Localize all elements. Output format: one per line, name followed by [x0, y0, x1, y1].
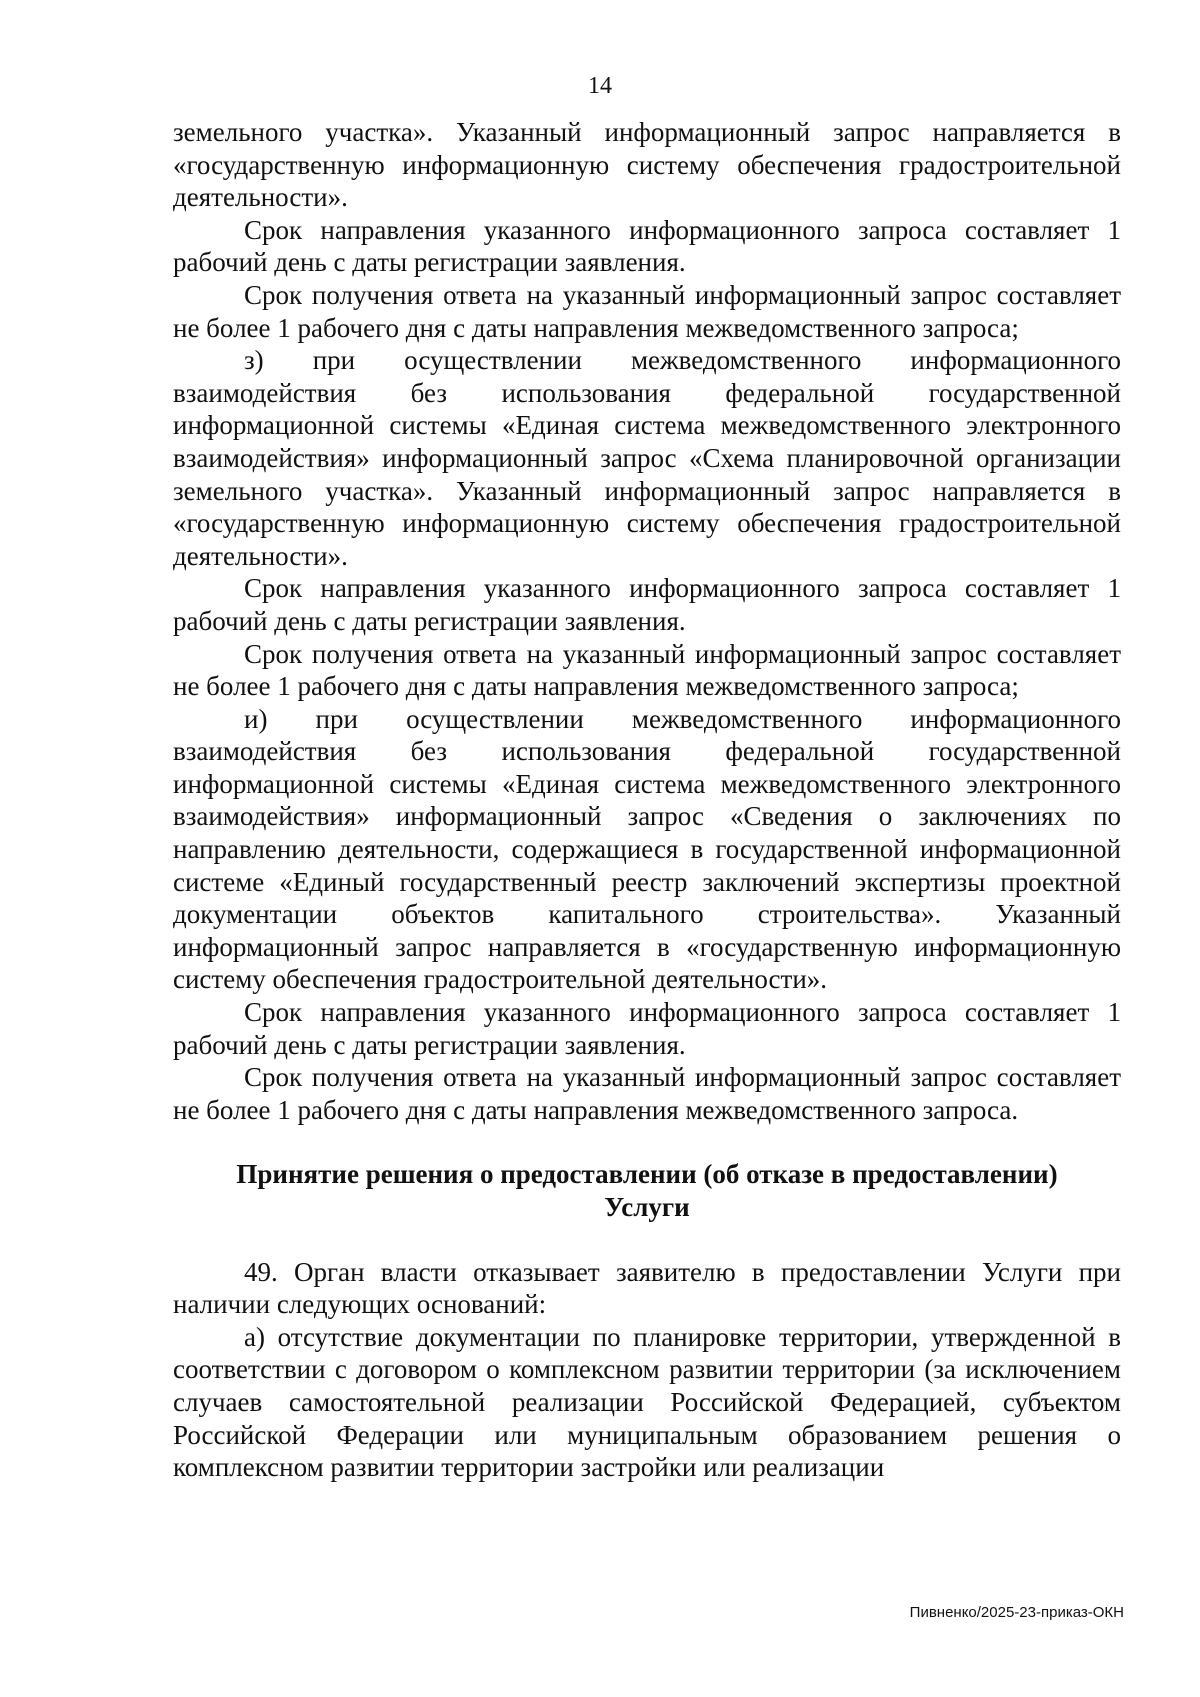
paragraph: Срок направления указанного информационного запроса составляет 1 рабочий день с даты регистрации заявления.: [173, 573, 1121, 636]
paragraph: земельного участка». Указанный информационный запрос направляется в «государственную информационную систему обеспечения градостроительной деятельности».: [173, 117, 1121, 213]
document-body: [173, 116, 1121, 1484]
section-heading-line: Услуги: [604, 1192, 690, 1222]
page-number: 14: [588, 73, 612, 99]
paragraph: а) отсутствие документации по планировке территории, утвержденной в соответствии с договором о комплексном развитии территории (за исключением случаев самостоятельной реализации Российской Федерацией, субъектом Российской Федерации или муниципальным образованием решения о комплексном развитии территории застройки или реализации: [173, 1321, 1121, 1483]
paragraph: Срок получения ответа на указанный информационный запрос составляет не более 1 рабочего дня с даты направления межведомственного запроса;: [173, 638, 1121, 702]
paragraph: 49. Орган власти отказывает заявителю в предоставлении Услуги при наличии следующих оснований:: [173, 1256, 1121, 1320]
paragraph: Срок получения ответа на указанный информационный запрос составляет не более 1 рабочего дня с даты направления межведомственного запроса.: [173, 1062, 1121, 1125]
paragraph: Срок направления указанного информационного запроса составляет 1 рабочий день с даты регистрации заявления.: [173, 214, 1121, 278]
paragraph: з) при осуществлении межведомственного информационного взаимодействия без использования федеральной государственной информационной системы «Единая система межведомственного электронного взаимодействия» информационный запрос «Схема планировочной организации земельного участка». Указанный информационный запрос направляется в «государственную информационную систему обеспечения градостроительной деятельности».: [173, 345, 1121, 571]
section-heading: [173, 1158, 1121, 1223]
paragraphs-bottom: [173, 1256, 1121, 1484]
paragraph: и) при осуществлении межведомственного информационного взаимодействия без использования федеральной государственной информационной системы «Единая система межведомственного электронного взаимодействия» информационный запрос «Сведения о заключениях по направлению деятельности, содержащиеся в государственной информационной системе «Единый государственный реестр заключений экспертизы проектной документации объектов капитального строительства». Указанный информационный запрос направляется в «государственную информационную систему обеспечения градостроительной деятельности».: [173, 703, 1121, 995]
paragraph: Срок направления указанного информационного запроса составляет 1 рабочий день с даты регистрации заявления.: [173, 997, 1121, 1060]
paragraphs-top: [173, 116, 1121, 1126]
paragraph: Срок получения ответа на указанный информационный запрос составляет не более 1 рабочего дня с даты направления межведомственного запроса;: [173, 279, 1121, 343]
section-heading-line: Принятие решения о предоставлении (об отказе в предоставлении): [236, 1159, 1058, 1190]
document-code: Пивненко/2025-23-приказ-ОКН: [909, 1604, 1124, 1621]
